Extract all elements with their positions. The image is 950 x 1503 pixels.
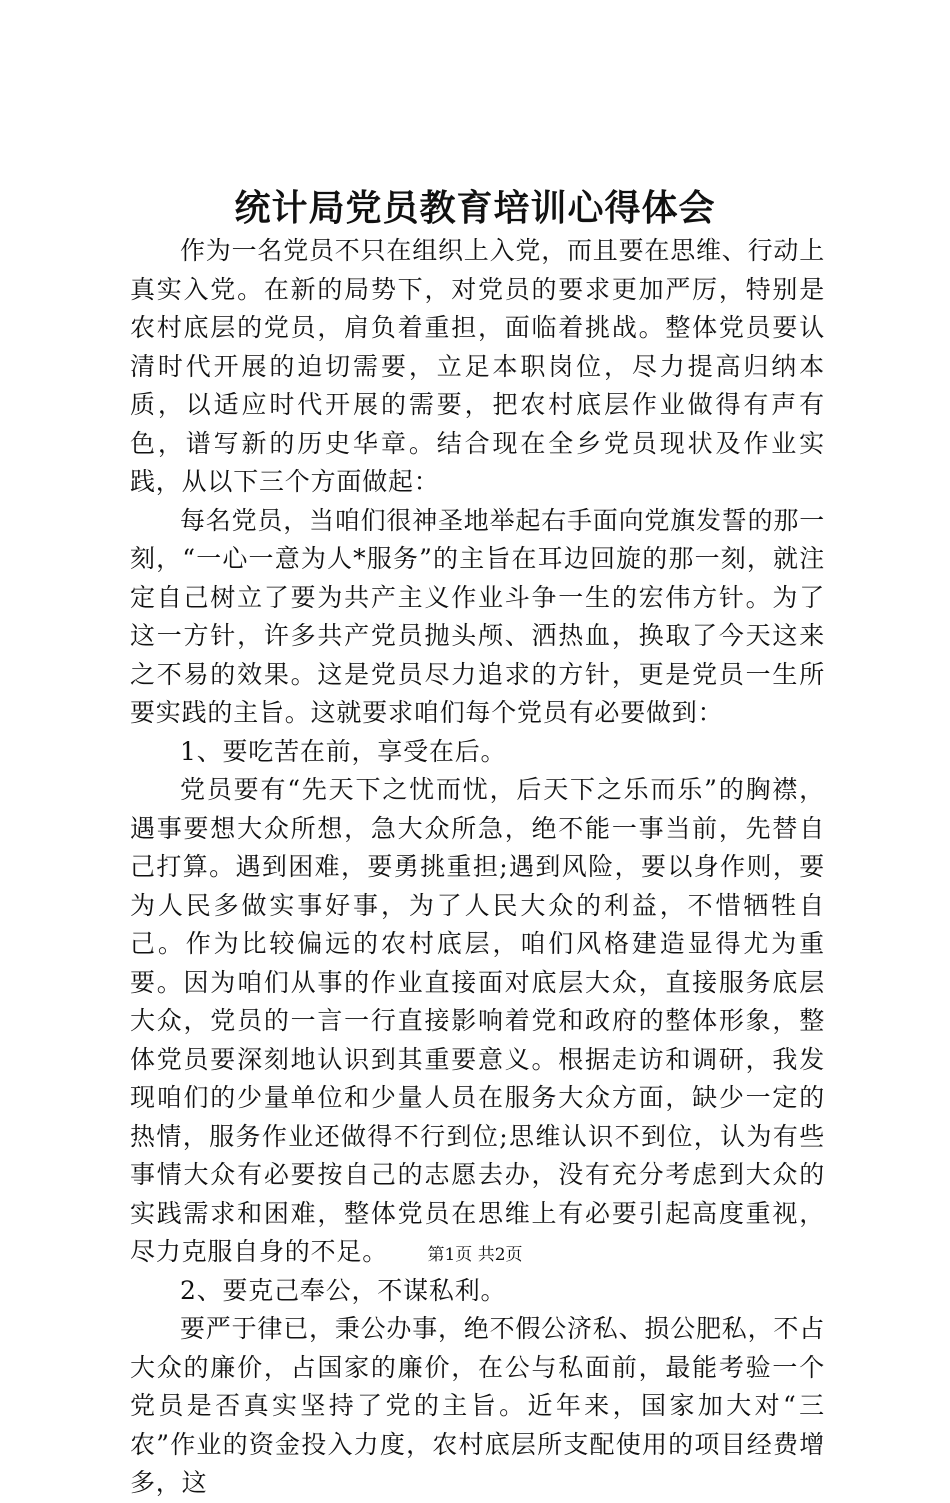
paragraph: 每名党员，当咱们很神圣地举起右手面向党旗发誓的那一刻，“一心一意为人*服务”的主旨在耳边回旋的那一刻，就注定自己树立了要为共产主义作业斗争一生的宏伟方针。为了这一方针，许多共产党员抛头颅、洒热血，换取了今天这来之不易的效果。这是党员尽力追求的方针，更是党员一生所要实践的主旨。这就要求咱们每个党员有必要做到： [130, 505, 826, 727]
document-title: 统计局党员教育培训心得体会 [234, 187, 716, 229]
document-body [130, 232, 825, 1503]
paragraph: 党员要有“先天下之忧而忧，后天下之乐而乐”的胸襟，遇事要想大众所想，急大众所急，绝不能一事当前，先替自己打算。遇到困难，要勇挑重担;遇到风险，要以身作则，要为人民多做实事好事，为了人民大众的利益，不惜牺牲自己。作为比较偏远的农村底层，咱们风格建造显得尤为重要。因为咱们从事的作业直接面对底层大众，直接服务底层大众，党员的一言一行直接影响着党和政府的整体形象，整体党员要深刻地认识到其重要意义。根据走访和调研，我发现咱们的少量单位和少量人员在服务大众方面，缺少一定的热情，服务作业还做得不行到位;思维认识不到位，认为有些事情大众有必要按自己的志愿去办，没有充分考虑到大众的实践需求和困难，整体党员在思维上有必要引起高度重视，尽力克服自身的不足。 [130, 775, 825, 1266]
paragraph: 作为一名党员不只在组织上入党，而且要在思维、行动上真实入党。在新的局势下，对党员的要求更加严厉，特别是农村底层的党员，肩负着重担，面临着挑战。整体党员要认清时代开展的迫切需要，立足本职岗位，尽力提高归纳本质，以适应时代开展的需要，把农村底层作业做得有声有色，谱写新的历史华章。结合现在全乡党员现状及作业实践，从以下三个方面做起： [130, 236, 826, 496]
section-heading: 1、要吃苦在前，享受在后。 [180, 736, 507, 766]
paragraph: 要严于律已，秉公办事，绝不假公济私、损公肥私，不占大众的廉价，占国家的廉价，在公与私面前，最能考验一个党员是否真实坚持了党的主旨。近年来，国家加大对“三农”作业的资金投入力度，农村底层所支配使用的项目经费增多，这 [130, 1314, 826, 1497]
section-heading: 2、要克己奉公，不谋私利。 [180, 1275, 507, 1305]
page-number-footer: 第1页 共2页 [427, 1245, 523, 1265]
